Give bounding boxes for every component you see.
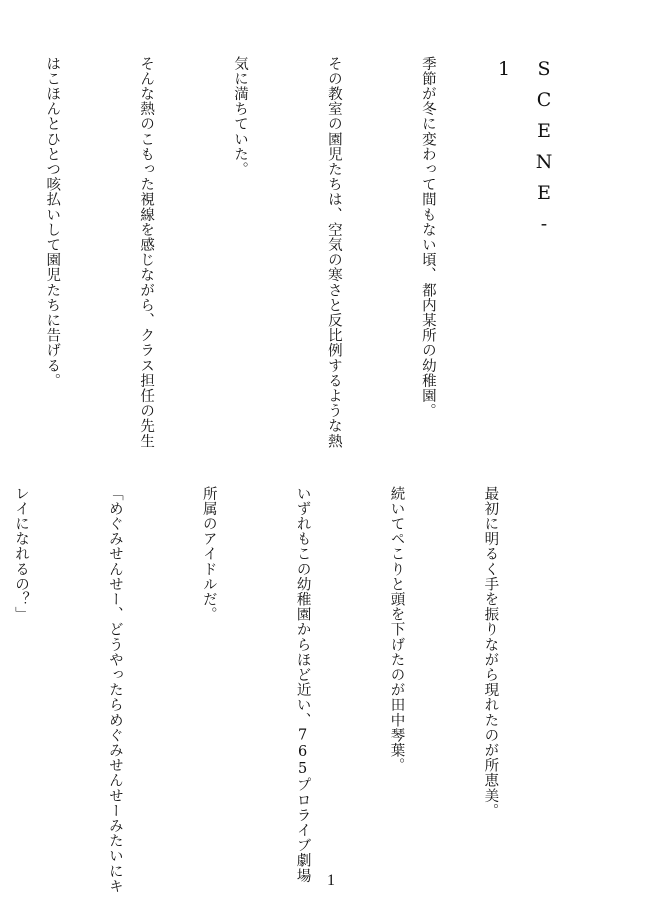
page-number: 1 bbox=[327, 872, 335, 889]
text-line: 所属のアイドルだ。 bbox=[200, 486, 217, 622]
text-line: 季節が冬に変わって間もない頃、都内某所の幼稚園。 bbox=[419, 56, 436, 419]
text-line: 続いてペこりと頭を下げたのが田中琴葉。 bbox=[388, 486, 405, 773]
text-line: そんな熱のこもった視線を感じながら、クラス担任の先生 bbox=[138, 56, 155, 449]
text-line: はこほんとひとつ咳払いして園児たちに告げる。 bbox=[44, 56, 61, 389]
text-line: 気に満ちていた。 bbox=[232, 56, 249, 177]
upper-text-block bbox=[44, 56, 568, 449]
scene-title: SCENE-1 bbox=[493, 58, 555, 244]
text-line: その教室の園児たちは、空気の寒さと反比例するような熱 bbox=[325, 56, 342, 449]
text-line: 「めぐみせんせー、どうやったらめぐみせんせーみたいにキ bbox=[106, 486, 123, 894]
lower-text-block bbox=[12, 486, 568, 894]
text-line: いずれもこの幼稚園からほど近い、765プロライブ劇場 bbox=[294, 486, 311, 884]
text-line: 最初に明るく手を振りながら現れたのが所恵美。 bbox=[482, 486, 499, 819]
text-line: レイになれるの？」 bbox=[12, 486, 29, 622]
